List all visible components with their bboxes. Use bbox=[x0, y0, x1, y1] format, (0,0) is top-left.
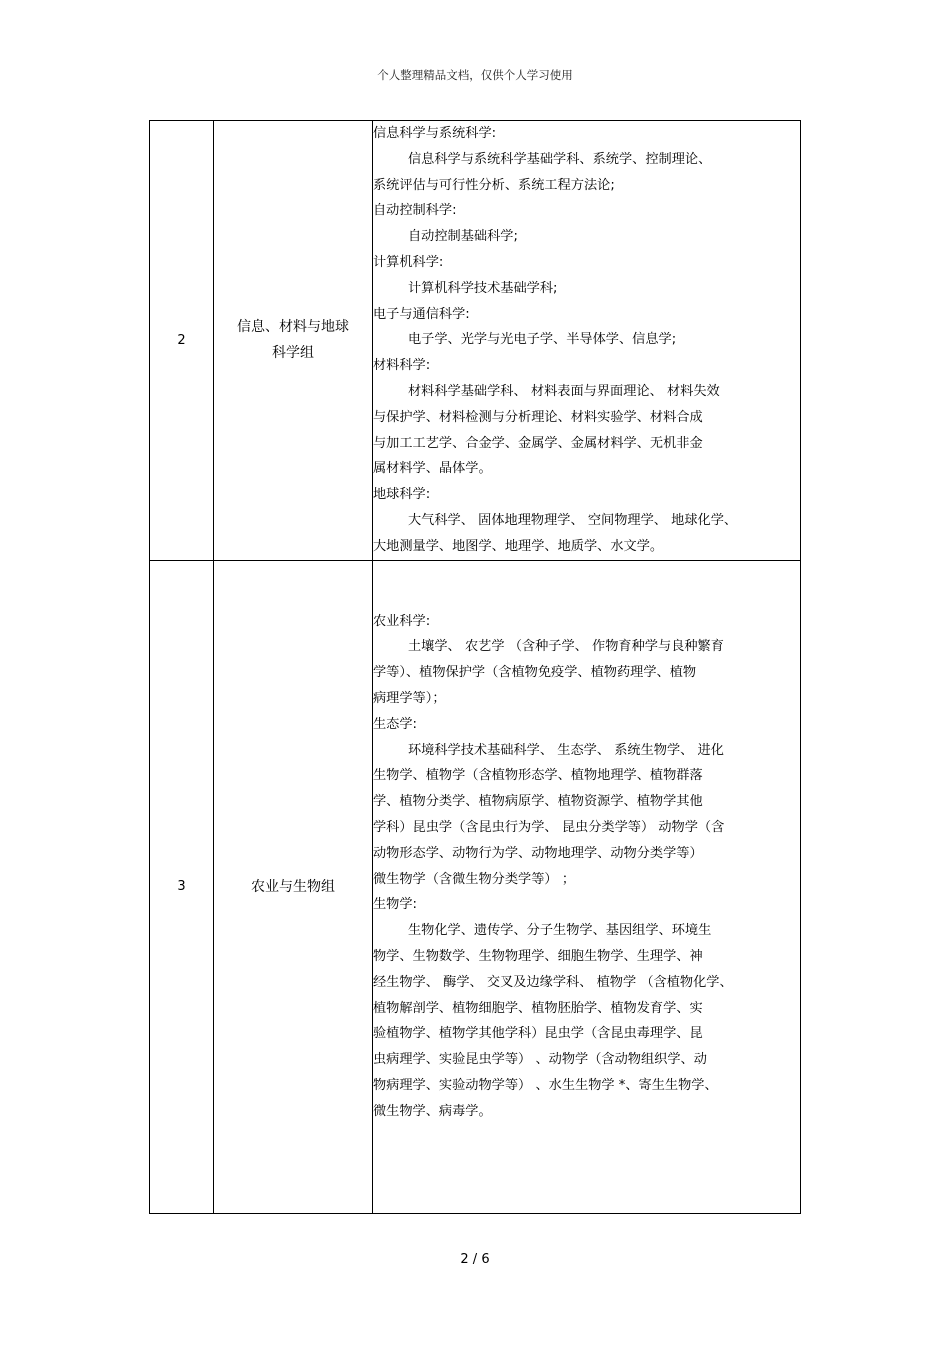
group-name-line: 信息、材料与地球 bbox=[237, 319, 349, 336]
section-line: 微生物学、病毒学。 bbox=[373, 1103, 492, 1119]
group-name-line: 科学组 bbox=[272, 345, 314, 362]
discipline-list bbox=[373, 560, 801, 1213]
section-title: 电子与通信科学: bbox=[373, 306, 470, 322]
section-line: 属材料学、晶体学。 bbox=[373, 461, 492, 477]
section-line: 物病理学、实验动物学等） 、水生生物学 *、寄生生物学、 bbox=[373, 1077, 718, 1093]
section-line: 植物解剖学、植物细胞学、植物胚胎学、植物发育学、实 bbox=[373, 1000, 703, 1016]
section-line: 微生物学（含微生物分类学等） ； bbox=[373, 871, 576, 887]
section-body bbox=[373, 634, 800, 711]
section-line: 物学、生物数学、生物物理学、细胞生物学、生理学、神 bbox=[373, 948, 703, 964]
table-row bbox=[150, 121, 801, 561]
section-line: 大地测量学、地图学、地理学、地质学、水文学。 bbox=[373, 538, 664, 554]
row-number: 2 bbox=[150, 121, 214, 561]
section-line: 验植物学、植物学其他学科）昆虫学（含昆虫毒理学、昆 bbox=[373, 1026, 703, 1042]
discipline-list bbox=[373, 121, 801, 561]
section-line: 经生物学、 酶学、 交叉及边缘学科、 植物学 （含植物化学、 bbox=[373, 974, 733, 990]
section-line: 虫病理学、实验昆虫学等） 、动物学（含动物组织学、动 bbox=[373, 1052, 707, 1068]
section-line: 环境科学技术基础科学、 生态学、 系统生物学、 进化 bbox=[408, 742, 724, 758]
section-line: 与加工工艺学、合金学、金属学、金属材料学、无机非金 bbox=[373, 435, 703, 451]
section-title: 生态学: bbox=[373, 716, 418, 732]
section-line: 学科）昆虫学（含昆虫行为学、 昆虫分类学等） 动物学（含 bbox=[373, 819, 725, 835]
section-body bbox=[373, 379, 800, 482]
section-title: 自动控制科学: bbox=[373, 203, 457, 219]
section-body bbox=[373, 327, 800, 353]
section-body bbox=[373, 147, 800, 199]
section-body bbox=[373, 224, 800, 250]
section-body bbox=[373, 738, 800, 893]
section-title: 材料科学: bbox=[373, 358, 431, 374]
section-line: 自动控制基础科学; bbox=[408, 229, 518, 245]
section-line: 学、植物分类学、植物病原学、植物资源学、植物学其他 bbox=[373, 794, 703, 810]
section-line: 系统评估与可行性分析、系统工程方法论; bbox=[373, 177, 615, 193]
section-body bbox=[373, 508, 800, 560]
section-title: 农业科学: bbox=[373, 613, 431, 629]
page-number: 2 / 6 bbox=[460, 1252, 490, 1267]
discipline-table bbox=[149, 120, 801, 1214]
section-line: 电子学、光学与光电子学、半导体学、信息学; bbox=[408, 332, 677, 348]
section-title: 信息科学与系统科学: bbox=[373, 126, 497, 141]
section-line: 信息科学与系统科学基础学科、系统学、控制理论、 bbox=[408, 151, 712, 167]
section-line: 动物形态学、动物行为学、动物地理学、动物分类学等） bbox=[373, 845, 703, 861]
group-name bbox=[214, 121, 373, 561]
table-row bbox=[150, 560, 801, 1213]
section-line: 病理学等）； bbox=[373, 690, 446, 706]
section-body bbox=[373, 276, 800, 302]
section-line: 土壤学、 农艺学 （含种子学、 作物育种学与良种繁育 bbox=[408, 639, 724, 655]
section-line: 计算机科学技术基础学科; bbox=[408, 280, 558, 296]
section-line: 与保护学、材料检测与分析理论、材料实验学、材料合成 bbox=[373, 409, 703, 425]
section-body bbox=[373, 918, 800, 1124]
section-line: 学等）、植物保护学（含植物免疫学、植物药理学、植物 bbox=[373, 665, 697, 681]
section-title: 地球科学: bbox=[373, 487, 431, 503]
section-title: 计算机科学: bbox=[373, 254, 444, 270]
section-line: 生物学、植物学（含植物形态学、植物地理学、植物群落 bbox=[373, 768, 703, 784]
page-header: 个人整理精品文档，仅供个人学习使用 bbox=[377, 68, 573, 82]
section-line: 生物化学、遗传学、分子生物学、基因组学、环境生 bbox=[408, 923, 712, 939]
row-number: 3 bbox=[150, 560, 214, 1213]
group-name-line: 农业与生物组 bbox=[251, 878, 335, 895]
group-name bbox=[214, 560, 373, 1213]
section-line: 材料科学基础学科、 材料表面与界面理论、 材料失效 bbox=[408, 383, 720, 399]
section-title: 生物学: bbox=[373, 897, 418, 913]
section-line: 大气科学、 固体地理物理学、 空间物理学、 地球化学、 bbox=[408, 512, 738, 528]
